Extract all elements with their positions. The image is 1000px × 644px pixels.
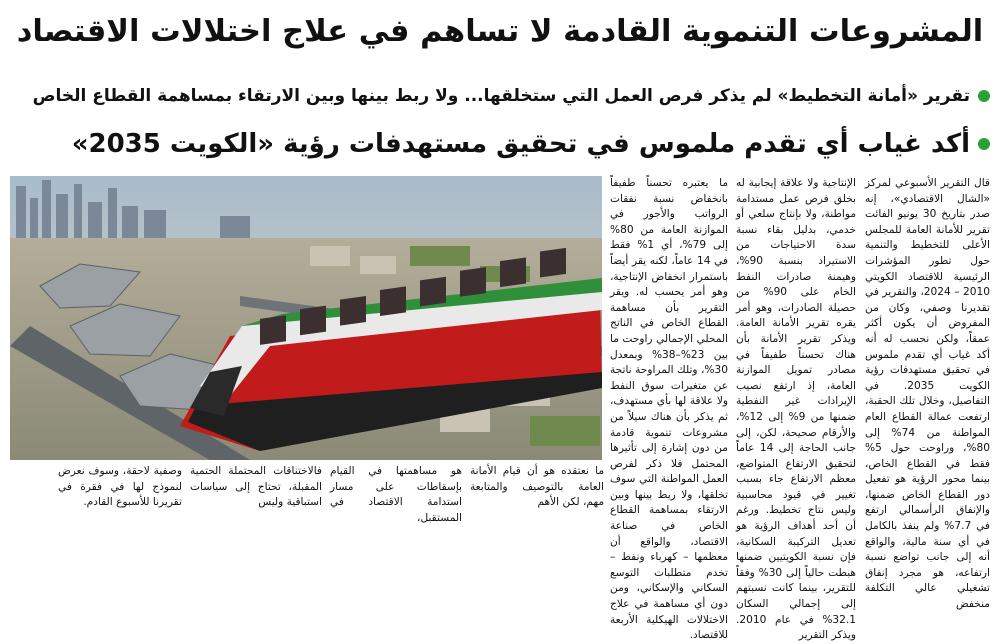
headline: المشروعات التنموية القادمة لا تساهم في علاج اختلالات الاقتصاد [16,14,984,49]
article-column-2: الإنتاجية ولا علاقة إيجابية له بخلق فرص عمل مستدامة مواطنة، ولا بإنتاج سلعي أو خدمي، بدليل بقاء نسبة سدة الاحتياجات من الاستيراد بنسبة 90%، وهيمنة صادرات النفط الخام على 90% من حصيلة الصادرات، وهو أمر يقره تقرير الأمانة العامة. ويذكر تقرير الأمانة بأن هناك تحسناً طفيفاً في مصادر تمويل الموازنة العامة، إذ ارتفع نصيب الإيرادات غير النفطية ضمنها من 9% إلى 12%، والأرقام صحيحة، لكن، إلى جانب الحاجة إلى 14 عاماً لتحقيق الارتفاع المتواضع، معظم الارتفاع جاء بسبب تغيير في قيود محاسبية وليس نتاج تخطيط. ورغم أن أحد أهداف الرؤية هو تعديل التركيبة السكانية، فإن نسبة الكويتيين ضمنها هبطت حالياً إلى 30% وفقاً للتقرير، بينما كانت نسبتهم إلى إجمالي السكان 32.1% في عام 2010. ويذكر التقرير [736,177,856,642]
article-column-1: قال التقرير الأسبوعي لمركز «الشال الاقتصادي»، إنه صدر بتاريخ 30 يونيو الفائت تقرير للأمانة العامة للمجلس الأعلى للتخطيط والتنمية حول تطور المؤشرات الرئيسية للاقتصاد الكويتي 2010 – 2024، والتقرير في تقديرنا وصفي، وكان من المفروض أن يكون أكثر عمقاً، ولكن نحسب له أنه أكد غياب أي تقدم ملموس في تحقيق مستهدفات رؤية الكويت 2035. في التفاصيل، وخلال تلك الحقبة، ارتفعت عمالة القطاع العام المواطنة من 74% إلى 80%، وراوحت حول 5% فقط في القطاع الخاص، بينما محور الرؤية هو تفعيل دور القطاع الخاص ضمنها، والإنفاق الرأسمالي ارتفع في 7.7% ولم ينفذ بالكامل في أي سنة مالية، والواقع أنه إلى جانب تواضع نسبة ارتفاعه، هو مجرد إنفاق تشغيلي عالي التكلفة منخفض [865,177,991,611]
article-column-5: هو مساهمتها في القيام بإسقاطات على مسار استدامة الاقتصاد في المستقبل، [330,465,462,524]
subheading-1-text: تقرير «أمانة التخطيط» لم يذكر فرص العمل التي ستخلقها... ولا ربط بينها وبين الارتقاء بمساهمة القطاع الخاص [32,86,970,106]
article-column-3: ما يعتبره تحسناً طفيفاً بانخفاض نسبة نفقات الرواتب والأجور في الموازنة العامة من 80% إلى 79%، أي 1% فقط في 14 عاماً، لكنه يقر أيضاً باستمرار انخفاض الإنتاجية، وهو أمر يحسب له. ويقر التقرير بأن مساهمة القطاع الخاص في الناتج المحلي الإجمالي راوحت ما بين 23%–38% وبمعدل 30%، وتلك المراوحة ناتجة عن متغيرات سوق النفط ولا علاقة لها بأي مستهدف، ثم يذكر بأن هناك سيلاً من مشروعات تنموية قادمة من دون إشارة إلى تأثيرها المحتمل فلا ذكر لفرص العمل المواطنة التي سوف تخلقها، ولا ربط بينها وبين الارتقاء بمساهمة القطاع الخاص في صناعة الاقتصاد، والواقع أن معظمها – كهرباء ونفط – تخدم متطلبات التوسع السكاني والإسكاني، ومن دون أي مساهمة في علاج الاختلالات الهيكلية الأربعة للاقتصاد. [610,177,728,642]
article-body [10,174,991,642]
article-column-6: فالاختناقات المحتملة الحتمية المقبلة، تحتاج إلى سياسات استباقية وليس [190,465,322,509]
article-column-7: وصفية لاحقة، وسوف نعرض لنموذج لها في فقرة في تقريرنا للأسبوع القادم. [58,465,182,509]
train-city-photo [10,176,602,460]
subheading-2-text: أكد غياب أي تقدم ملموس في تحقيق مستهدفات رؤية «الكويت 2035» [71,129,970,159]
train-illustration [10,176,602,460]
article-column-4: ما نعتقده هو أن قيام الأمانة العامة بالتوصيف والمتابعة مهم، لكن الأهم [470,465,604,509]
subheading-2 [72,124,990,164]
bullet-icon [978,90,990,102]
subheading-1 [33,76,990,116]
bullet-icon [978,138,990,150]
